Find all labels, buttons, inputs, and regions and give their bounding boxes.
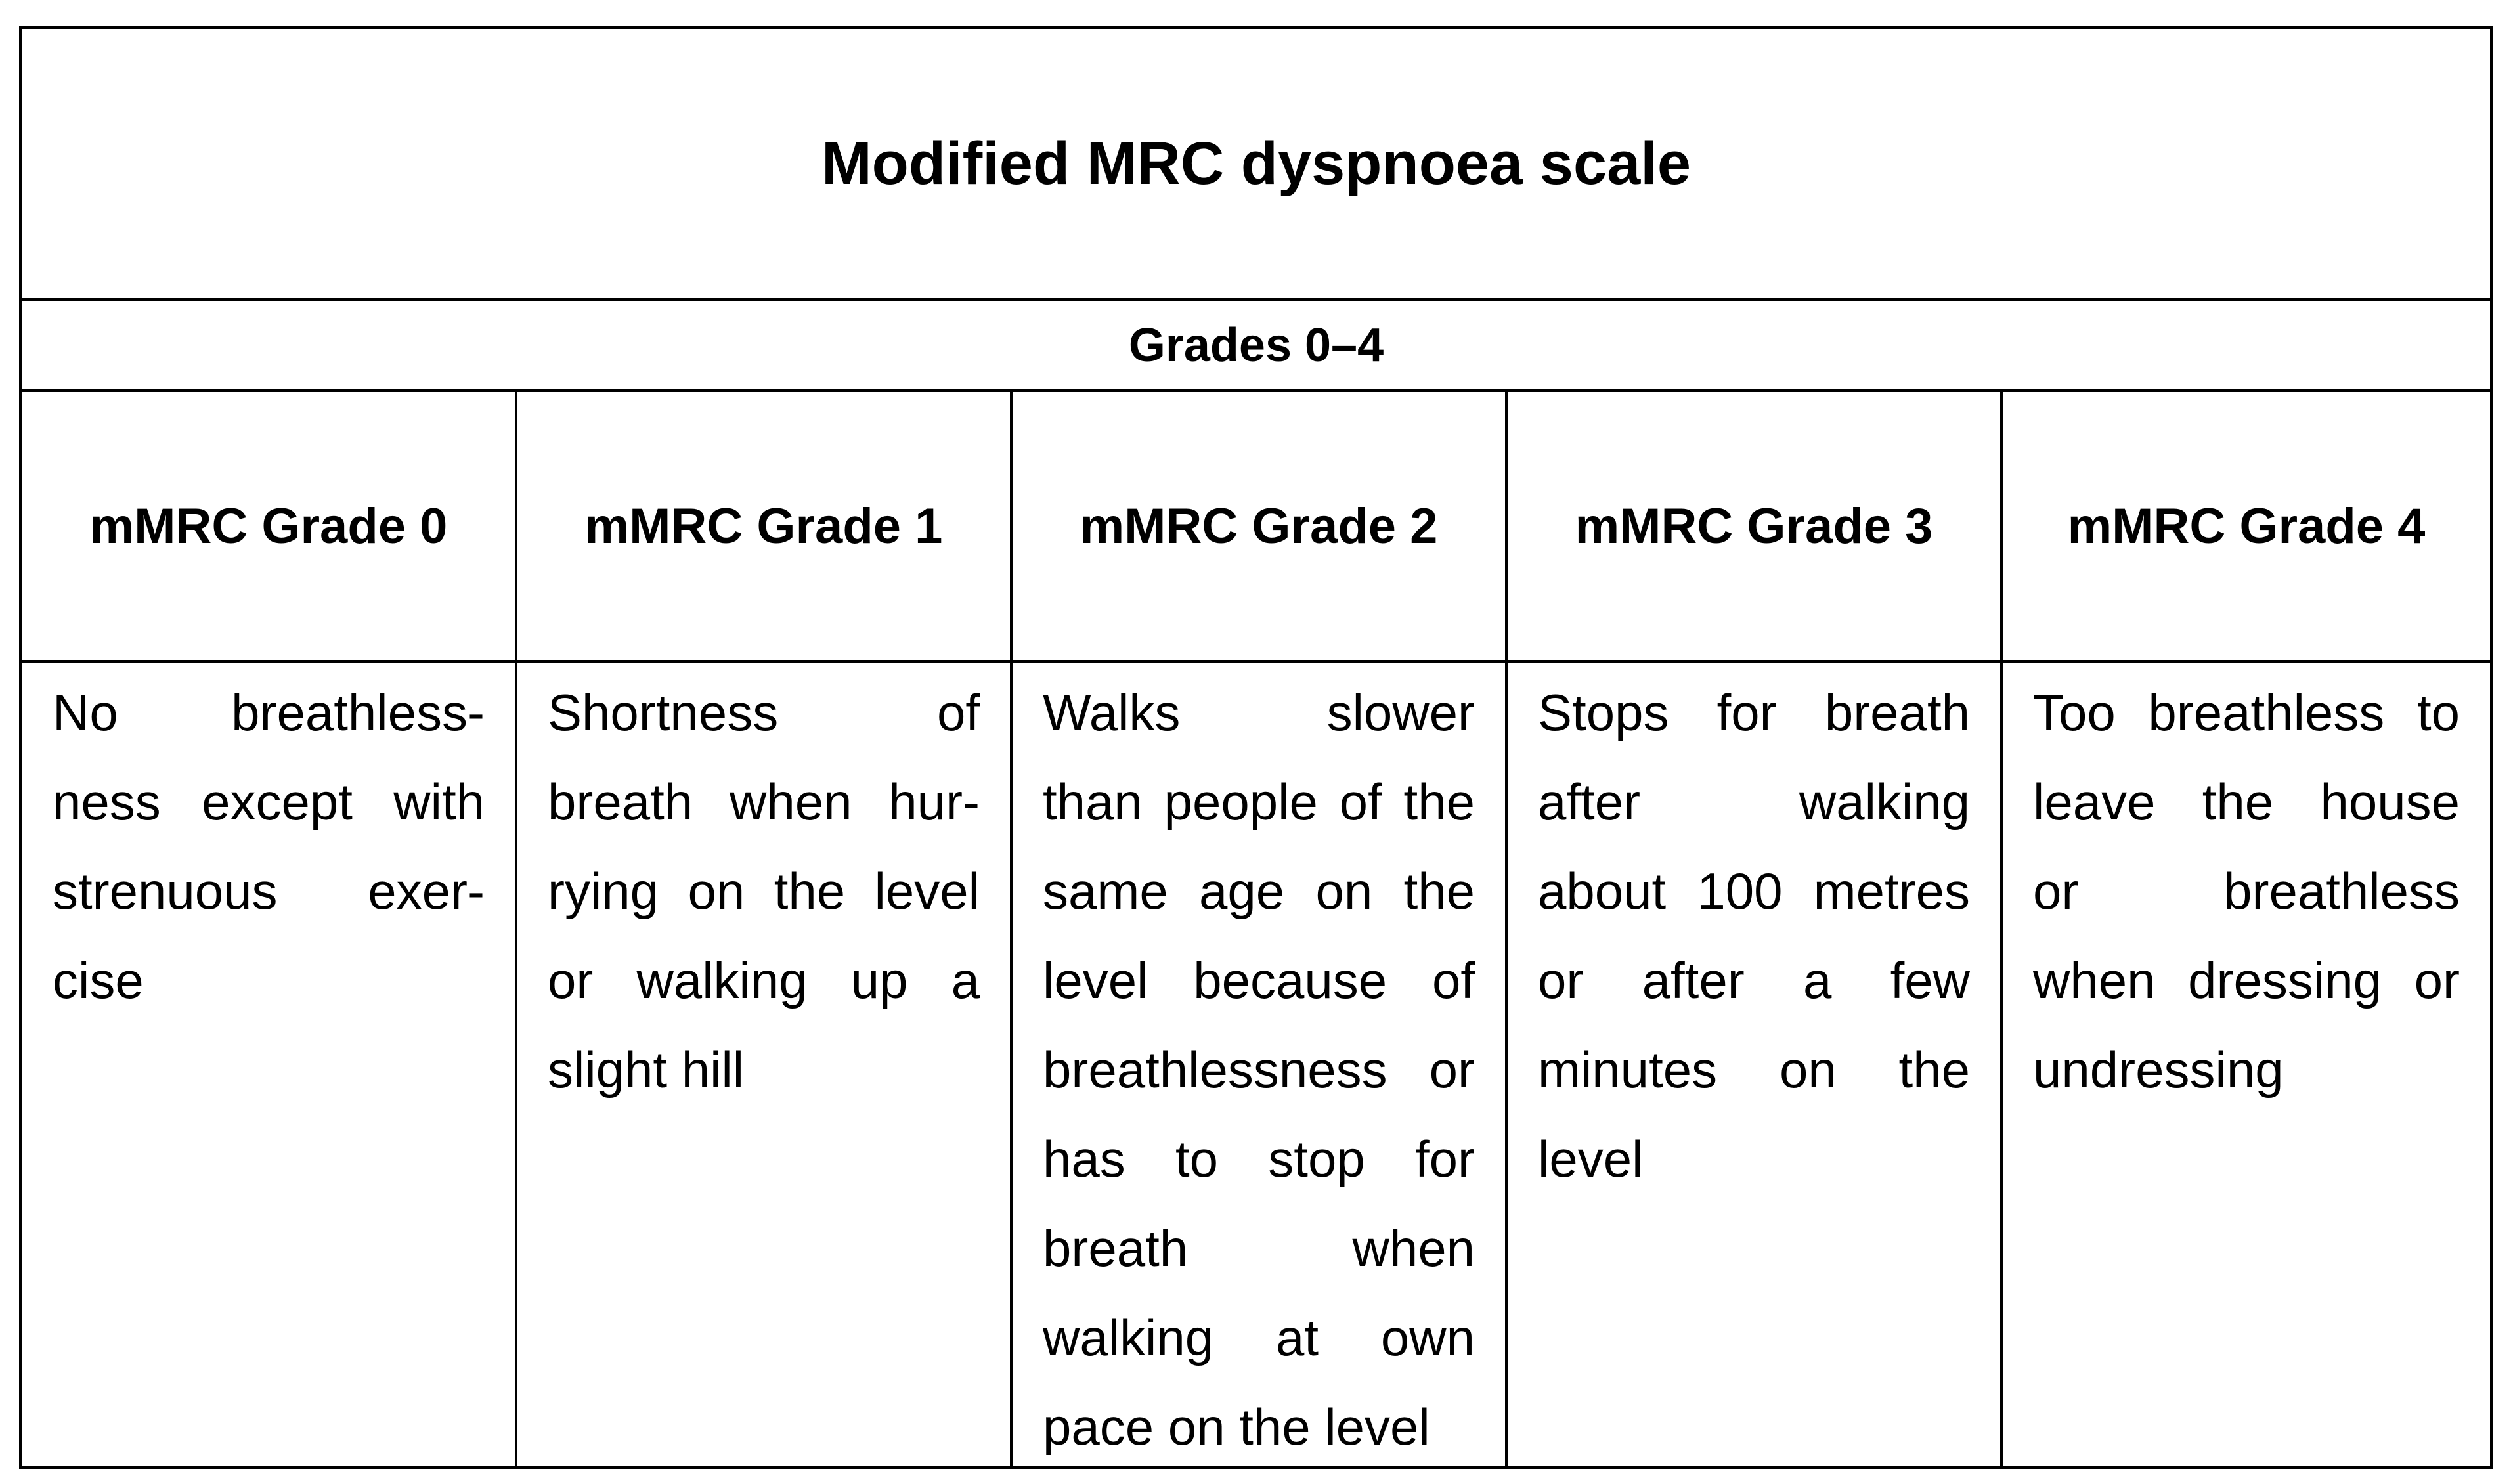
description-line: than people of the (1043, 773, 1475, 831)
description-line: or after a few (1538, 951, 1970, 1009)
description-line: level (1538, 1130, 1644, 1188)
description-line: No breathless- (53, 684, 485, 741)
grade-header-1: mMRC Grade 1 (517, 392, 1013, 660)
description-line: cise (53, 951, 144, 1009)
description-line: when dressing or (2033, 951, 2460, 1009)
description-line: after walking (1538, 773, 1970, 831)
grade-description-2 (1013, 663, 1508, 1466)
description-line: Too breathless to (2033, 684, 2460, 741)
description-row (22, 663, 2490, 1466)
grade-description-1 (517, 663, 1013, 1466)
description-line: Stops for breath (1538, 684, 1970, 741)
grade-header-4: mMRC Grade 4 (2067, 498, 2426, 554)
grades-subtitle: Grades 0–4 (22, 301, 2490, 392)
description-line: rying on the level (548, 862, 980, 920)
description-line: strenuous exer- (53, 862, 485, 920)
header-row (22, 392, 2490, 663)
description-line: pace on the level (1043, 1398, 1430, 1456)
description-line: Walks slower (1043, 684, 1475, 741)
description-line: undressing (2033, 1041, 2284, 1099)
grade-description-3 (1508, 663, 2003, 1466)
description-line: breathlessness or (1043, 1041, 1475, 1099)
description-line: breath when hur- (548, 773, 980, 831)
description-line: Shortness of (548, 684, 980, 741)
grade-description-0 (22, 663, 517, 1466)
description-line: has to stop for (1043, 1130, 1475, 1188)
description-line: leave the house (2033, 773, 2460, 831)
description-line: or walking up a (548, 951, 980, 1009)
grade-header-3: mMRC Grade 3 (1508, 392, 2003, 660)
description-line: breath when (1043, 1219, 1475, 1277)
mmrc-table (19, 26, 2493, 1469)
description-line: or breathless (2033, 862, 2460, 920)
table-title: Modified MRC dyspnoea scale (22, 29, 2490, 301)
description-line: walking at own (1043, 1309, 1475, 1366)
description-line: level because of (1043, 951, 1475, 1009)
grade-description-4 (2003, 663, 2490, 1466)
description-line: same age on the (1043, 862, 1475, 920)
description-line: minutes on the (1538, 1041, 1970, 1099)
description-line: slight hill (548, 1041, 745, 1099)
description-line: about 100 metres (1538, 862, 1970, 920)
grade-header-0: mMRC Grade 0 (22, 392, 517, 660)
grade-header-2: mMRC Grade 2 (1013, 392, 1508, 660)
description-line: ness except with (53, 773, 485, 831)
